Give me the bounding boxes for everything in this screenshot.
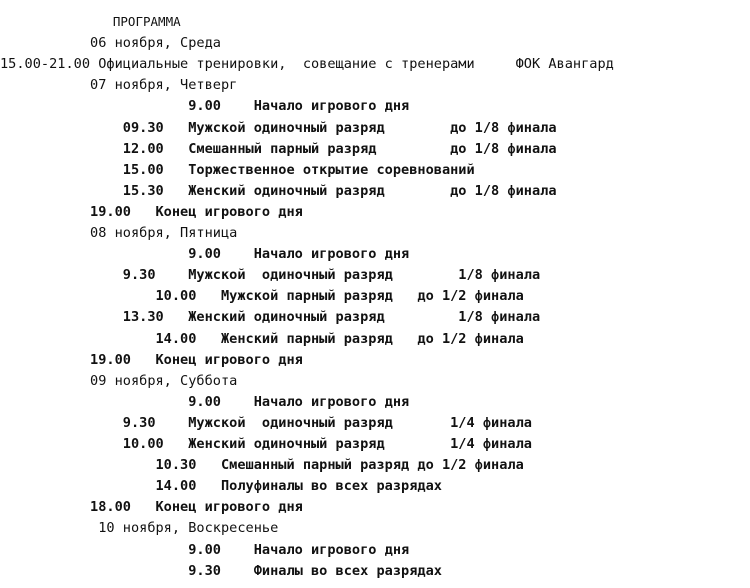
program-title: ПРОГРАММА bbox=[0, 14, 181, 29]
schedule-line: 18.00 Конец игрового дня bbox=[0, 499, 303, 516]
schedule-line: 08 ноября, Пятница bbox=[0, 225, 238, 241]
schedule-line: 10 ноября, Воскресенье bbox=[0, 520, 279, 537]
schedule-line: 12.00 Смешанный парный разряд до 1/8 финала bbox=[0, 140, 557, 157]
schedule-line: 10.00 Мужской парный разряд до 1/2 финала bbox=[0, 288, 524, 305]
schedule-line: 15.00 Торжественное открытие соревнований bbox=[0, 161, 475, 178]
schedule-line: 14.00 Полуфиналы во всех разрядах bbox=[0, 478, 442, 495]
schedule-line: 9.00 Начало игрового дня bbox=[0, 246, 410, 263]
schedule-line: 9.00 Начало игрового дня bbox=[0, 98, 410, 115]
schedule-line: 9.30 Финалы во всех разрядах bbox=[0, 562, 442, 579]
schedule-line: 15.30 Женский одиночный разряд до 1/8 финала bbox=[0, 182, 557, 199]
schedule-line: 09 ноября, Суббота bbox=[0, 372, 238, 389]
schedule-line: 14.00 Женский парный разряд до 1/2 финала bbox=[0, 330, 524, 347]
schedule-line: 9.00 Начало игрового дня bbox=[0, 541, 410, 558]
schedule-line: 10.00 Женский одиночный разряд 1/4 финала bbox=[0, 436, 532, 452]
schedule-line: 19.00 Конец игрового дня bbox=[0, 203, 303, 220]
schedule-line: 9.00 Начало игрового дня bbox=[0, 393, 410, 410]
schedule-line: 9.30 Мужской одиночный разряд 1/4 финала bbox=[0, 414, 532, 431]
schedule-line: 15.00-21.00 Официальные тренировки, совещание с тренерами ФОК Авангард bbox=[0, 56, 614, 73]
schedule-line: 06 ноября, Среда bbox=[0, 35, 221, 52]
schedule-line: 13.30 Женский одиночный разряд 1/8 финала bbox=[0, 309, 541, 326]
schedule-line: 19.00 Конец игрового дня bbox=[0, 351, 303, 368]
schedule-line: 10.30 Смешанный парный разряд до 1/2 финала bbox=[0, 457, 524, 474]
schedule-line: 9.30 Мужской одиночный разряд 1/8 финала bbox=[0, 267, 541, 284]
schedule-line: 07 ноября, Четверг bbox=[0, 77, 238, 94]
schedule-line: 09.30 Мужской одиночный разряд до 1/8 финала bbox=[0, 119, 557, 136]
